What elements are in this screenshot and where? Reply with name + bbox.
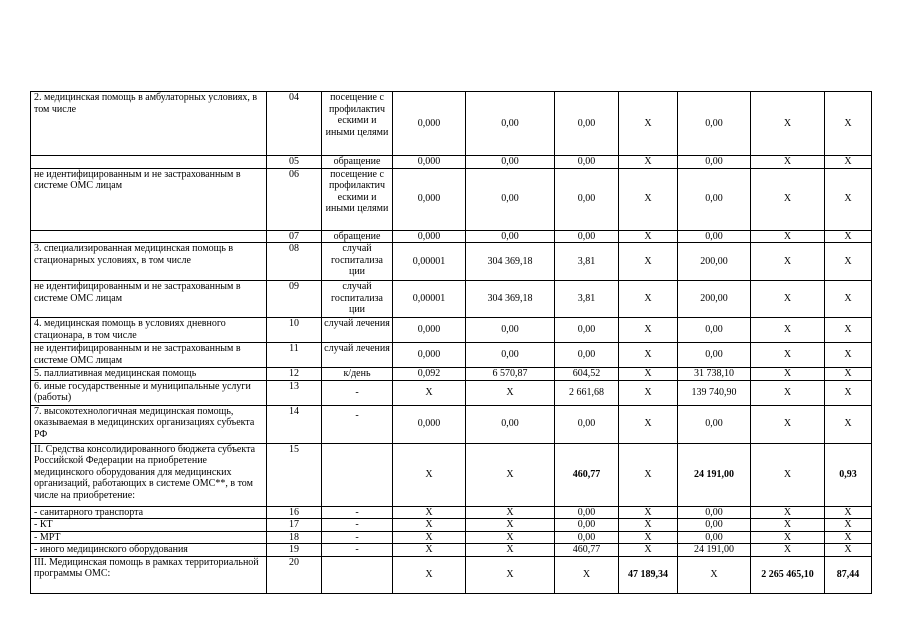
cell-cost: X	[466, 506, 555, 519]
cell-percent: X	[825, 506, 872, 519]
cell-per-capita-budget: 460,77	[555, 544, 619, 557]
row-code: 15	[267, 443, 322, 506]
row-name: 6. иные государственные и муниципальные услуги (работы)	[31, 380, 267, 405]
cell-per-capita-budget: 0,00	[555, 506, 619, 519]
cell-sum-oms: X	[751, 531, 825, 544]
cell-volume: X	[393, 443, 466, 506]
cell-per-capita-budget: X	[555, 556, 619, 593]
row-code: 06	[267, 168, 322, 230]
cell-percent: 87,44	[825, 556, 872, 593]
table-row	[31, 168, 872, 230]
cell-percent: X	[825, 156, 872, 169]
row-name: III. Медицинская помощь в рамках территориальной программы ОМС:	[31, 556, 267, 593]
cell-volume: 0,000	[393, 343, 466, 368]
row-unit: -	[322, 519, 393, 532]
cell-cost: 304 369,18	[466, 281, 555, 318]
cell-sum-oms: X	[751, 318, 825, 343]
cell-per-capita-oms: X	[619, 156, 678, 169]
cell-sum-budget: 0,00	[678, 230, 751, 243]
row-code: 04	[267, 92, 322, 156]
cell-sum-budget: 0,00	[678, 519, 751, 532]
row-name: не идентифицированным и не застрахованным в системе ОМС лицам	[31, 281, 267, 318]
cell-sum-oms: X	[751, 230, 825, 243]
table-row	[31, 443, 872, 506]
cell-sum-oms: X	[751, 168, 825, 230]
table-row	[31, 230, 872, 243]
table-row	[31, 343, 872, 368]
row-unit: случай госпитализа ции	[322, 281, 393, 318]
row-unit: -	[322, 531, 393, 544]
row-code: 17	[267, 519, 322, 532]
cell-per-capita-budget: 0,00	[555, 531, 619, 544]
cell-sum-budget: 0,00	[678, 531, 751, 544]
row-name: не идентифицированным и не застрахованным в системе ОМС лицам	[31, 343, 267, 368]
row-name: 5. паллиативная медицинская помощь	[31, 368, 267, 381]
cell-volume: 0,000	[393, 92, 466, 156]
row-unit: -	[322, 544, 393, 557]
table-row	[31, 544, 872, 557]
row-name: не идентифицированным и не застрахованным в системе ОМС лицам	[31, 168, 267, 230]
row-code: 07	[267, 230, 322, 243]
cell-cost: X	[466, 519, 555, 532]
cell-volume: 0,000	[393, 230, 466, 243]
cell-per-capita-budget: 0,00	[555, 343, 619, 368]
table-row	[31, 519, 872, 532]
table-row	[31, 380, 872, 405]
cell-sum-budget: 0,00	[678, 506, 751, 519]
row-name: 4. медицинская помощь в условиях дневного стационара, в том числе	[31, 318, 267, 343]
row-code: 13	[267, 380, 322, 405]
cell-sum-oms: X	[751, 405, 825, 443]
cell-sum-budget: 0,00	[678, 168, 751, 230]
table-row	[31, 318, 872, 343]
cell-sum-budget: 24 191,00	[678, 544, 751, 557]
cell-sum-budget: 139 740,90	[678, 380, 751, 405]
row-unit: посещение с профилактич ескими и иными целями	[322, 92, 393, 156]
row-name	[31, 230, 267, 243]
cell-percent: X	[825, 519, 872, 532]
cell-sum-oms: X	[751, 281, 825, 318]
cell-sum-budget: 0,00	[678, 318, 751, 343]
cell-percent: X	[825, 92, 872, 156]
cell-percent: X	[825, 230, 872, 243]
table-row	[31, 531, 872, 544]
cell-per-capita-budget: 0,00	[555, 156, 619, 169]
row-name: - МРТ	[31, 531, 267, 544]
table-row	[31, 243, 872, 281]
table-row	[31, 405, 872, 443]
cell-per-capita-oms: X	[619, 544, 678, 557]
cell-cost: 0,00	[466, 92, 555, 156]
cell-per-capita-oms: 47 189,34	[619, 556, 678, 593]
cell-sum-oms: X	[751, 368, 825, 381]
cell-volume: 0,000	[393, 318, 466, 343]
cell-percent: X	[825, 343, 872, 368]
row-unit: -	[322, 506, 393, 519]
table-row	[31, 556, 872, 593]
cell-sum-budget: 0,00	[678, 343, 751, 368]
cell-per-capita-budget: 0,00	[555, 318, 619, 343]
cell-cost: 0,00	[466, 168, 555, 230]
financing-table	[30, 91, 872, 594]
cell-per-capita-oms: X	[619, 519, 678, 532]
row-unit: случай лечения	[322, 318, 393, 343]
row-unit: обращение	[322, 156, 393, 169]
cell-per-capita-oms: X	[619, 343, 678, 368]
row-name: - санитарного транспорта	[31, 506, 267, 519]
cell-cost: X	[466, 556, 555, 593]
row-code: 19	[267, 544, 322, 557]
cell-volume: 0,00001	[393, 281, 466, 318]
row-code: 05	[267, 156, 322, 169]
cell-sum-oms: 2 265 465,10	[751, 556, 825, 593]
cell-volume: 0,000	[393, 156, 466, 169]
cell-volume: 0,092	[393, 368, 466, 381]
table-row	[31, 281, 872, 318]
cell-percent: X	[825, 380, 872, 405]
cell-sum-oms: X	[751, 380, 825, 405]
row-code: 14	[267, 405, 322, 443]
cell-per-capita-oms: X	[619, 318, 678, 343]
row-name: II. Средства консолидированного бюджета субъекта Российской Федерации на приобретение медицинского оборудования для медицинских организаций, работающих в системе ОМС**, в том числе на приобретение:	[31, 443, 267, 506]
cell-per-capita-budget: 0,00	[555, 168, 619, 230]
cell-percent: X	[825, 531, 872, 544]
cell-sum-oms: X	[751, 92, 825, 156]
row-name: - иного медицинского оборудования	[31, 544, 267, 557]
row-code: 18	[267, 531, 322, 544]
cell-sum-oms: X	[751, 544, 825, 557]
cell-cost: 0,00	[466, 343, 555, 368]
table-row	[31, 506, 872, 519]
cell-sum-budget: X	[678, 556, 751, 593]
row-code: 20	[267, 556, 322, 593]
cell-percent: X	[825, 168, 872, 230]
cell-per-capita-budget: 0,00	[555, 519, 619, 532]
cell-volume: 0,00001	[393, 243, 466, 281]
cell-sum-budget: 24 191,00	[678, 443, 751, 506]
row-name: 2. медицинская помощь в амбулаторных условиях, в том числе	[31, 92, 267, 156]
row-unit	[322, 556, 393, 593]
cell-cost: 6 570,87	[466, 368, 555, 381]
cell-per-capita-oms: X	[619, 230, 678, 243]
cell-sum-oms: X	[751, 343, 825, 368]
cell-volume: X	[393, 544, 466, 557]
row-code: 16	[267, 506, 322, 519]
row-unit: к/день	[322, 368, 393, 381]
row-unit	[322, 443, 393, 506]
row-unit: посещение с профилактич ескими и иными целями	[322, 168, 393, 230]
cell-volume: X	[393, 380, 466, 405]
row-name: 3. специализированная медицинская помощь в стационарных условиях, в том числе	[31, 243, 267, 281]
cell-volume: X	[393, 506, 466, 519]
table-row	[31, 156, 872, 169]
cell-sum-budget: 0,00	[678, 92, 751, 156]
cell-percent: X	[825, 544, 872, 557]
cell-per-capita-budget: 0,00	[555, 92, 619, 156]
cell-sum-oms: X	[751, 156, 825, 169]
row-code: 11	[267, 343, 322, 368]
cell-percent: X	[825, 281, 872, 318]
table-container	[30, 91, 872, 594]
cell-per-capita-oms: X	[619, 443, 678, 506]
cell-per-capita-oms: X	[619, 368, 678, 381]
table-row	[31, 92, 872, 156]
cell-percent: X	[825, 368, 872, 381]
cell-per-capita-oms: X	[619, 243, 678, 281]
cell-cost: X	[466, 544, 555, 557]
cell-volume: 0,000	[393, 168, 466, 230]
cell-sum-oms: X	[751, 443, 825, 506]
cell-per-capita-oms: X	[619, 531, 678, 544]
row-code: 09	[267, 281, 322, 318]
cell-per-capita-budget: 0,00	[555, 405, 619, 443]
cell-sum-budget: 200,00	[678, 243, 751, 281]
row-code: 12	[267, 368, 322, 381]
cell-sum-budget: 200,00	[678, 281, 751, 318]
cell-sum-oms: X	[751, 243, 825, 281]
cell-per-capita-oms: X	[619, 281, 678, 318]
table-row	[31, 368, 872, 381]
row-name: 7. высокотехнологичная медицинская помощь, оказываемая в медицинских организациях субъекта РФ	[31, 405, 267, 443]
cell-sum-oms: X	[751, 519, 825, 532]
row-code: 08	[267, 243, 322, 281]
cell-cost: 0,00	[466, 230, 555, 243]
cell-percent: X	[825, 405, 872, 443]
cell-cost: X	[466, 443, 555, 506]
row-unit: обращение	[322, 230, 393, 243]
cell-volume: X	[393, 531, 466, 544]
cell-per-capita-budget: 0,00	[555, 230, 619, 243]
row-unit: -	[322, 380, 393, 405]
cell-per-capita-oms: X	[619, 168, 678, 230]
cell-per-capita-oms: X	[619, 405, 678, 443]
cell-sum-budget: 31 738,10	[678, 368, 751, 381]
cell-per-capita-budget: 3,81	[555, 281, 619, 318]
row-unit: случай лечения	[322, 343, 393, 368]
cell-sum-budget: 0,00	[678, 156, 751, 169]
cell-cost: 0,00	[466, 318, 555, 343]
cell-cost: 0,00	[466, 156, 555, 169]
cell-percent: X	[825, 318, 872, 343]
row-name: - КТ	[31, 519, 267, 532]
row-unit: -	[322, 405, 393, 443]
cell-per-capita-budget: 460,77	[555, 443, 619, 506]
cell-percent: 0,93	[825, 443, 872, 506]
cell-sum-budget: 0,00	[678, 405, 751, 443]
cell-sum-oms: X	[751, 506, 825, 519]
cell-per-capita-oms: X	[619, 506, 678, 519]
cell-per-capita-oms: X	[619, 380, 678, 405]
row-unit: случай госпитализа ции	[322, 243, 393, 281]
cell-per-capita-budget: 2 661,68	[555, 380, 619, 405]
cell-cost: 304 369,18	[466, 243, 555, 281]
cell-volume: X	[393, 556, 466, 593]
cell-cost: 0,00	[466, 405, 555, 443]
cell-volume: 0,000	[393, 405, 466, 443]
cell-volume: X	[393, 519, 466, 532]
cell-per-capita-budget: 3,81	[555, 243, 619, 281]
cell-cost: X	[466, 380, 555, 405]
row-name	[31, 156, 267, 169]
cell-per-capita-oms: X	[619, 92, 678, 156]
cell-cost: X	[466, 531, 555, 544]
row-code: 10	[267, 318, 322, 343]
cell-per-capita-budget: 604,52	[555, 368, 619, 381]
cell-percent: X	[825, 243, 872, 281]
